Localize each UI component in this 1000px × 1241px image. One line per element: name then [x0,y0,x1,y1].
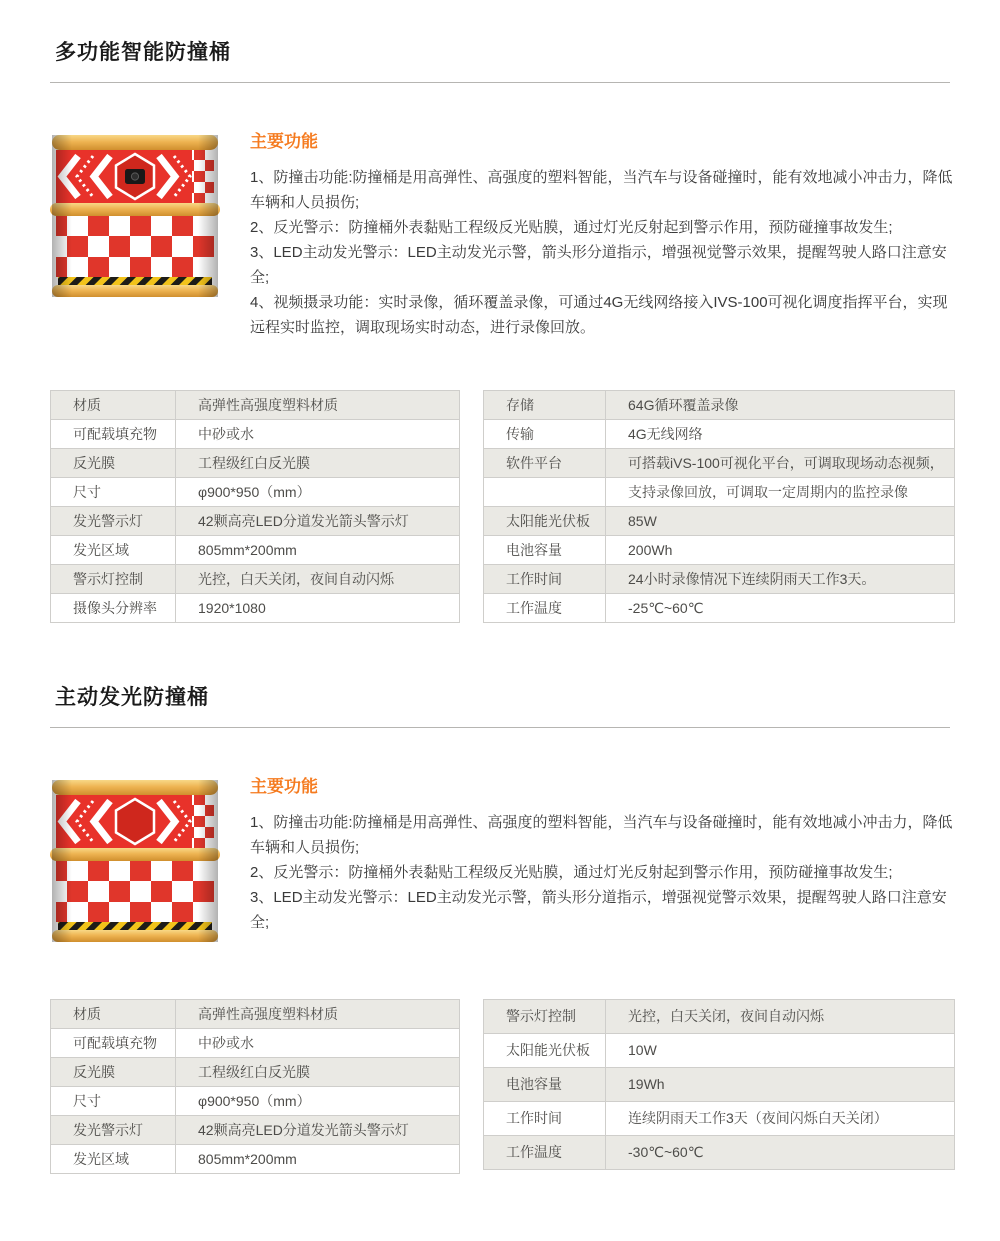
spec-value: 64G循环覆盖录像 [606,391,955,420]
spec-value: 高弹性高强度塑料材质 [176,1000,460,1029]
spec-value: 光控，白天关闭，夜间自动闪烁 [176,565,460,594]
table-row [51,594,460,623]
section-divider [50,82,950,83]
table-row [51,1029,460,1058]
spec-value: 805mm*200mm [176,1145,460,1174]
spec-label [484,478,606,507]
spec-label: 软件平台 [484,449,606,478]
spec-label: 警示灯控制 [484,1000,606,1034]
spec-value: 中砂或水 [176,1029,460,1058]
spec-value: φ900*950（mm） [176,1087,460,1116]
spec-value: 10W [606,1034,955,1068]
table-row [51,420,460,449]
product-photo-barrel-plain [40,772,240,949]
spec-value: 805mm*200mm [176,536,460,565]
spec-value: 连续阴雨天工作3天（夜间闪烁白天关闭） [606,1102,955,1136]
section-smart-barrel [0,36,1000,623]
spec-value: 光控，白天关闭，夜间自动闪烁 [606,1000,955,1034]
feature-item: 1、防撞击功能:防撞桶是用高弹性、高强度的塑料智能，当汽车与设备碰撞时，能有效地减小冲击力，降低车辆和人员损伤; [250,169,953,211]
spec-value: 可搭载iVS-100可视化平台，可调取现场动态视频， [606,449,955,478]
spec-value: -30℃~60℃ [606,1136,955,1170]
features-heading: 主要功能 [250,132,318,151]
page-title: 主动发光防撞桶 [55,686,209,709]
features-block [250,772,962,935]
spec-label: 警示灯控制 [51,565,176,594]
feature-item: 2、反光警示：防撞桶外表黏贴工程级反光贴膜，通过灯光反射起到警示作用，预防碰撞事故发生; [250,864,893,881]
table-row [51,449,460,478]
spec-value: 高弹性高强度塑料材质 [176,391,460,420]
table-row [484,1136,955,1170]
spec-label: 反光膜 [51,1058,176,1087]
section-divider [50,727,950,728]
table-row [51,1087,460,1116]
table-row [484,478,955,507]
spec-table-left [50,999,460,1174]
spec-value: φ900*950（mm） [176,478,460,507]
spec-table-left [50,390,460,623]
spec-value: 工程级红白反光膜 [176,449,460,478]
spec-label: 电池容量 [484,1068,606,1102]
table-row [484,507,955,536]
product-photo-barrel-camera [40,127,240,304]
spec-label: 发光区域 [51,1145,176,1174]
table-row [51,565,460,594]
table-row [484,565,955,594]
barrel-illustration [40,127,230,299]
spec-label: 可配载填充物 [51,1029,176,1058]
spec-label: 存储 [484,391,606,420]
features-heading: 主要功能 [250,777,318,796]
spec-label: 材质 [51,1000,176,1029]
table-row [484,536,955,565]
table-row [51,478,460,507]
barrel-shading [52,135,218,297]
table-row [51,391,460,420]
spec-value: -25℃~60℃ [606,594,955,623]
spec-value: 200Wh [606,536,955,565]
spec-label: 工作时间 [484,1102,606,1136]
barrel-shading [52,780,218,942]
feature-item: 2、反光警示：防撞桶外表黏贴工程级反光贴膜，通过灯光反射起到警示作用，预防碰撞事故发生; [250,219,893,236]
feature-item: 3、LED主动发光警示：LED主动发光示警，箭头形分道指示，增强视觉警示效果，提醒驾驶人路口注意安全; [250,889,947,931]
spec-label: 发光区域 [51,536,176,565]
spec-label: 发光警示灯 [51,1116,176,1145]
spec-value: 4G无线网络 [606,420,955,449]
spec-label: 电池容量 [484,536,606,565]
table-row [51,1145,460,1174]
spec-value: 42颗高亮LED分道发光箭头警示灯 [176,507,460,536]
spec-value: 中砂或水 [176,420,460,449]
spec-label: 材质 [51,391,176,420]
spec-label: 太阳能光伏板 [484,507,606,536]
spec-value: 支持录像回放，可调取一定周期内的监控录像 [606,478,955,507]
table-row [484,1102,955,1136]
spec-value: 85W [606,507,955,536]
spec-value: 24小时录像情况下连续阴雨天工作3天。 [606,565,955,594]
section-glow-barrel [0,681,1000,1174]
table-row [51,536,460,565]
spec-label: 尺寸 [51,478,176,507]
spec-label: 工作温度 [484,594,606,623]
table-row [484,391,955,420]
spec-value: 42颗高亮LED分道发光箭头警示灯 [176,1116,460,1145]
table-row [51,1116,460,1145]
spec-label: 太阳能光伏板 [484,1034,606,1068]
page-title: 多功能智能防撞桶 [55,41,231,64]
spec-label: 工作时间 [484,565,606,594]
spec-label: 发光警示灯 [51,507,176,536]
spec-table-right [483,999,955,1170]
feature-item: 4、视频摄录功能：实时录像，循环覆盖录像，可通过4G无线网络接入IVS-100可视化调度指挥平台，实现远程实时监控，调取现场实时动态，进行录像回放。 [250,294,948,336]
table-row [51,507,460,536]
features-block [250,127,962,340]
table-row [51,1000,460,1029]
spec-label: 尺寸 [51,1087,176,1116]
feature-item: 1、防撞击功能:防撞桶是用高弹性、高强度的塑料智能，当汽车与设备碰撞时，能有效地减小冲击力，降低车辆和人员损伤; [250,814,953,856]
table-row [484,1034,955,1068]
barrel-illustration [40,772,230,944]
table-row [484,594,955,623]
spec-value: 工程级红白反光膜 [176,1058,460,1087]
table-row [484,449,955,478]
feature-item: 3、LED主动发光警示：LED主动发光示警，箭头形分道指示，增强视觉警示效果，提醒驾驶人路口注意安全; [250,244,947,286]
spec-label: 传输 [484,420,606,449]
table-row [484,420,955,449]
spec-label: 摄像头分辨率 [51,594,176,623]
spec-value: 19Wh [606,1068,955,1102]
table-row [51,1058,460,1087]
spec-label: 可配载填充物 [51,420,176,449]
spec-label: 工作温度 [484,1136,606,1170]
table-row [484,1068,955,1102]
spec-table-right [483,390,955,623]
spec-value: 1920*1080 [176,594,460,623]
table-row [484,1000,955,1034]
spec-label: 反光膜 [51,449,176,478]
